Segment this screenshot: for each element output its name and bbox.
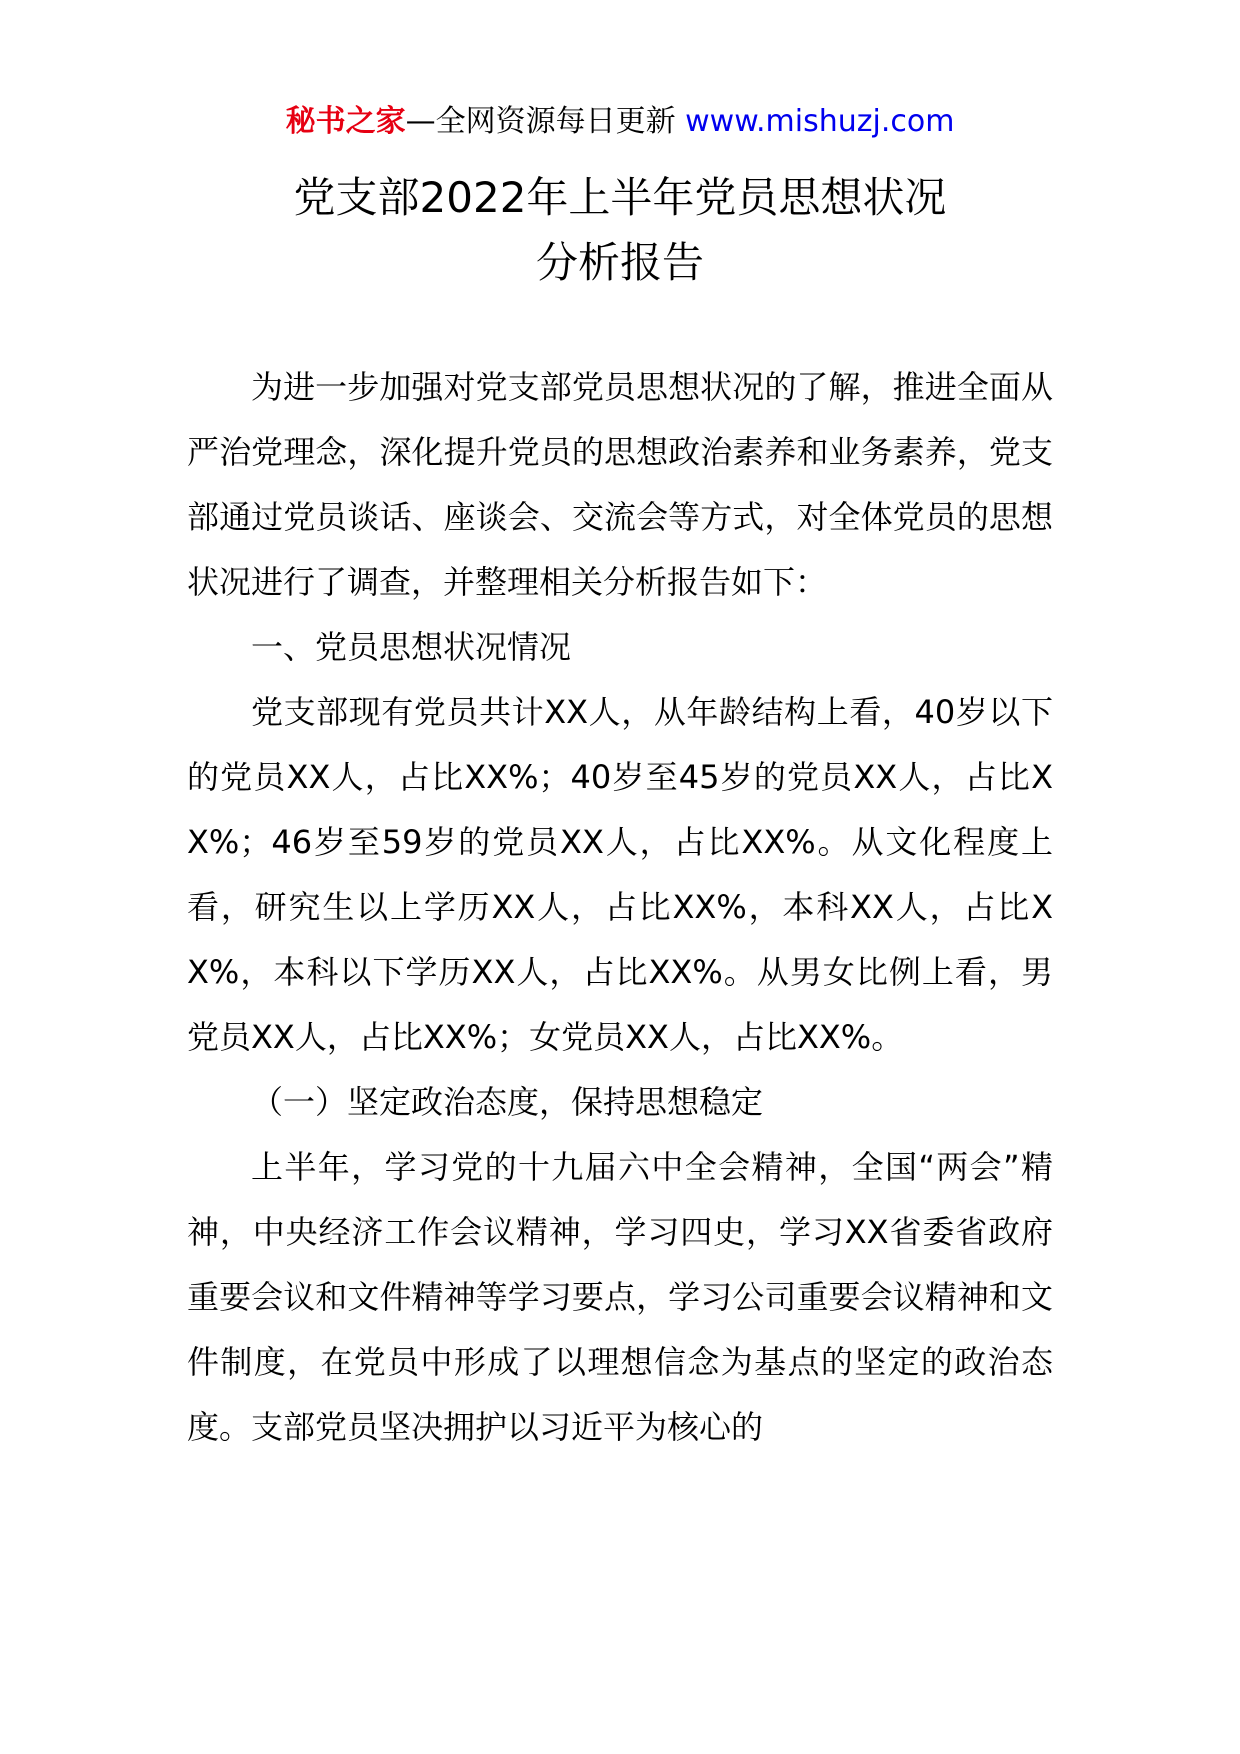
intro-paragraph: 为进一步加强对党支部党员思想状况的了解，推进全面从严治党理念，深化提升党员的思想政治素养和业务素养，党支部通过党员谈话、座谈会、交流会等方式，对全体党员的思想状况进行了调查，并整理相关分析报告如下： [187,368,1053,601]
document-body [187,355,1053,1460]
subsection-heading-1: （一）坚定政治态度，保持思想稳定 [251,1083,764,1121]
document-title [0,165,1240,295]
site-tagline: —全网资源每日更新 [405,104,686,139]
section-heading-1: 一、党员思想状况情况 [251,628,572,666]
title-line-2: 分析报告 [535,238,704,287]
site-header [0,100,1240,144]
membership-paragraph: 党支部现有党员共计XX人，从年龄结构上看，40岁以下的党员XX人，占比XX%；40岁至45岁的党员XX人，占比XX%；46岁至59岁的党员XX人，占比XX%。从文化程度上看，研究生以上学历XX人，占比XX%，本科XX人，占比XX%，本科以下学历XX人，占比XX%。从男女比例上看，男党员XX人，占比XX%；女党员XX人，占比XX%。 [187,693,1053,1056]
study-paragraph: 上半年，学习党的十九届六中全会精神，全国“两会”精神，中央经济工作会议精神，学习四史，学习XX省委省政府重要会议和文件精神等学习要点，学习公司重要会议精神和文件制度，在党员中形成了以理想信念为基点的坚定的政治态度。支部党员坚决拥护以习近平为核心的 [187,1148,1053,1446]
site-url-link[interactable]: www.mishuzj.com [685,104,955,139]
site-brand: 秘书之家 [285,104,406,139]
title-line-1: 党支部2022年上半年党员思想状况 [293,173,947,222]
